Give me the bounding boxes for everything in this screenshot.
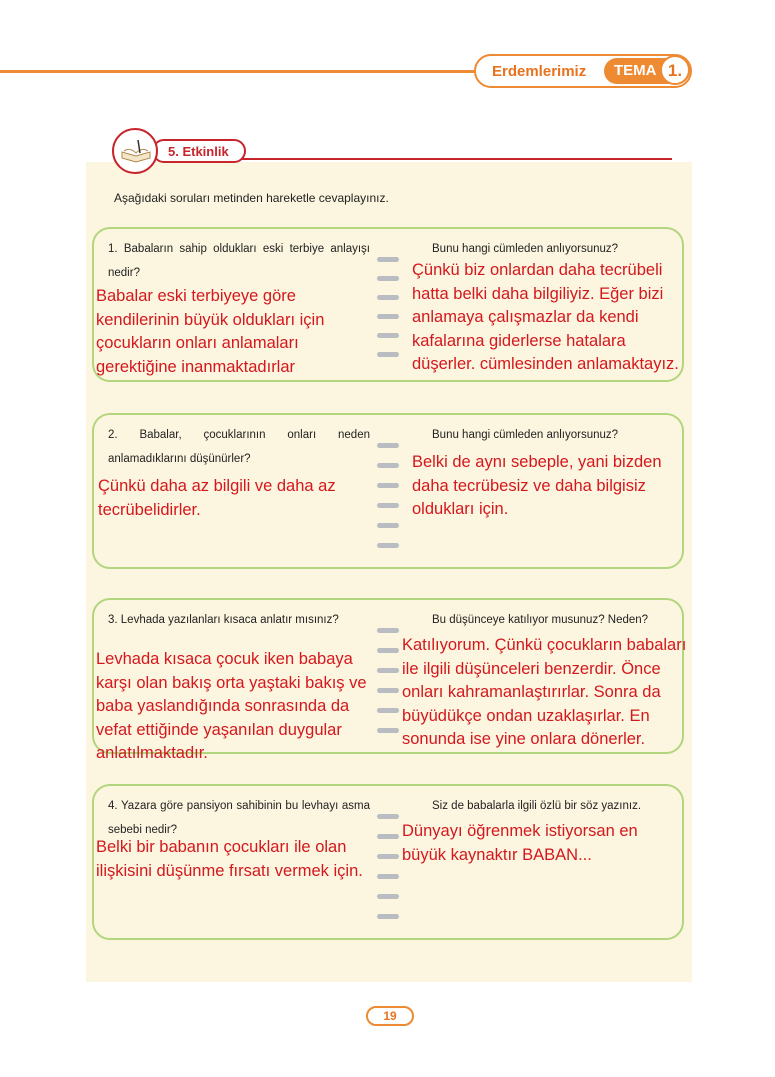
response-handwritten: Çünkü biz onlardan daha tecrübeli hatta belki daha bilgiliyiz. Eğer bizi anlamaya çalışmazlar da kendi kafalarına giderlerse hatalara düşerler. cümlesinden anlamaktayız. [412,261,679,373]
question-text: 2. Babalar, çocuklarının onları neden anlamadıklarını düşünürler? [108,429,370,465]
response-handwritten: Belki de aynı sebeple, yani bizden daha tecrübesiz ve daha bilgisiz oldukları için. [412,453,662,518]
open-book-pen-icon [112,128,158,174]
question-card [92,784,684,940]
answer-handwritten: Belki bir babanın çocukları ile olan ilişkisini düşünme fırsatı vermek için. [96,838,363,880]
question-card [92,598,687,762]
activity-instruction: Aşağıdaki soruları metinden hareketle cevaplayınız. [114,191,389,205]
answer-handwritten: Babalar eski terbiyeye göre kendilerinin büyük oldukları için çocukların onları anlamaları gerektiğine inanmaktadırlar [96,287,325,376]
card-right-page [392,229,682,380]
question-card [92,227,684,382]
response-handwritten: Katılıyorum. Çünkü çocukların babaları ile ilgili düşünceleri benzerdir. Önce onları kahramanlaştırırlar. Sonra da büyüdükçe ondan uzaklaşırlar. En sonunda ise yine onlara dönerler. [402,636,687,748]
prompt-text: Bunu hangi cümleden anlıyorsunuz? [432,243,619,255]
question-text: 1. Babaların sahip oldukları eski terbiye anlayışı nedir? [108,243,370,279]
card-left-page [94,600,386,762]
card-right-page [392,786,682,938]
question-text: 4. Yazara göre pansiyon sahibinin bu levhayı asma sebebi nedir? [108,800,370,836]
activity-rule [240,158,672,160]
prompt-text: Bunu hangi cümleden anlıyorsunuz? [432,429,619,441]
question-text: 3. Levhada yazılanları kısaca anlatır mısınız? [108,614,339,626]
card-left-page [94,415,386,567]
theme-number: 1. [660,55,690,85]
response-handwritten: Dünyayı öğrenmek istiyorsan en büyük kaynaktır BABAN... [402,822,638,864]
question-card [92,413,684,569]
theme-badge [604,58,690,84]
answer-handwritten: Levhada kısaca çocuk iken babaya karşı olan bakış orta yaştaki bakış ve baba yaslandığında sonrasında da vefat ettiğinde yaşanılan duygular anlatılmaktadır. [96,650,367,762]
prompt-text: Siz de babalarla ilgili özlü bir söz yazınız. [432,800,642,812]
theme-tab [474,54,692,88]
activity-label: 5. Etkinlik [168,144,229,159]
theme-title: Erdemlerimiz [492,63,587,80]
prompt-text: Bu düşünceye katılıyor musunuz? Neden? [432,614,649,626]
page-number: 19 [366,1006,414,1026]
card-right-page [392,415,682,567]
activity-label-pill [152,139,246,163]
answer-handwritten: Çünkü daha az bilgili ve daha az tecrübelidirler. [98,477,336,519]
card-right-page [392,600,687,752]
theme-label: TEMA [614,62,657,79]
header-rule [0,70,500,73]
card-left-page [94,786,386,938]
card-left-page [94,229,386,380]
